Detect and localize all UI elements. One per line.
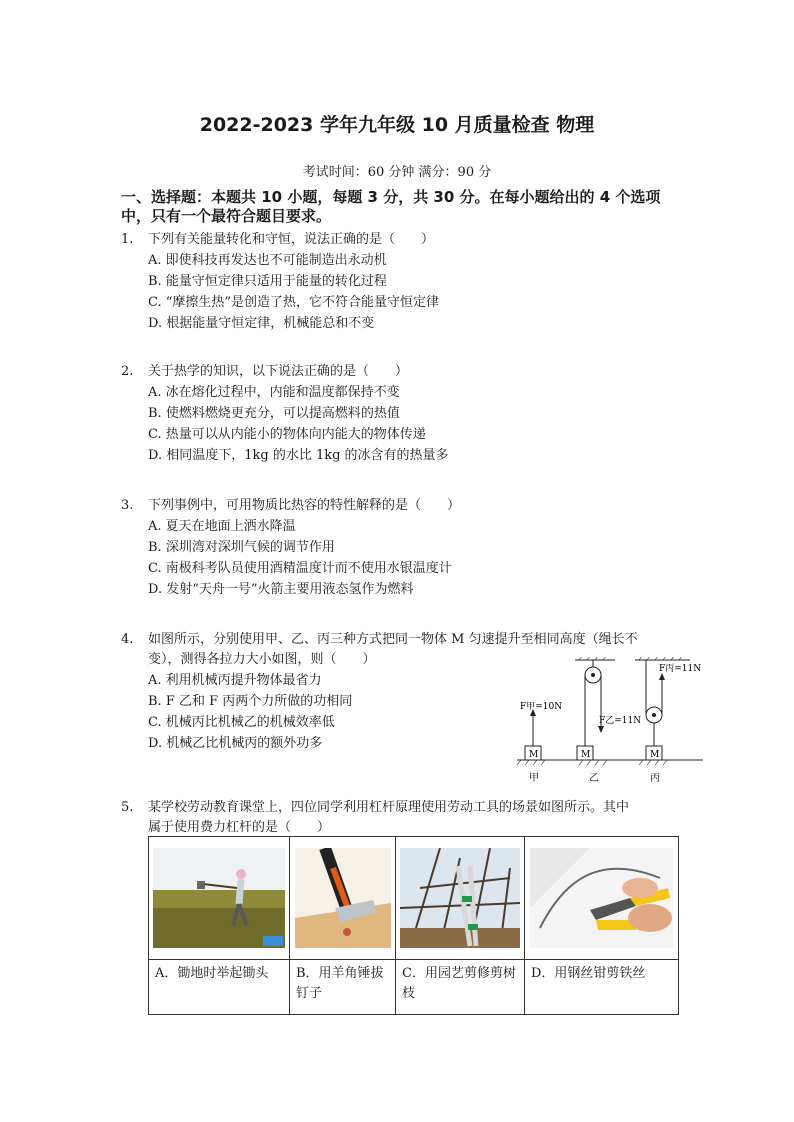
question-text: 如图所示，分别使用甲、乙、丙三种方式把同一物体 M 匀速提升至相同高度（绳长不 <box>148 632 638 647</box>
claw-hammer-icon <box>295 848 391 948</box>
question-text: 关于热学的知识，以下说法正确的是（ ） <box>148 364 409 379</box>
pulley-diagram <box>515 657 705 787</box>
force-label-yi: F乙=11N <box>599 716 642 726</box>
caption-bing: 丙 <box>650 773 660 784</box>
option-b: B. F 乙和 F 丙两个力所做的功相同 <box>148 694 353 709</box>
option-c: C. 热量可以从内能小的物体向内能大的物体传递 <box>148 427 426 442</box>
force-label-bing: F丙=11N <box>659 664 702 674</box>
garden-shears-icon <box>400 848 520 948</box>
question-text: 下列事例中，可用物质比热容的特性解释的是（ ） <box>148 498 461 513</box>
option-d: D. 根据能量守恒定律，机械能总和不变 <box>148 316 375 331</box>
page-title: 2022-2023 学年九年级 10 月质量检查 物理 <box>199 114 595 136</box>
wire-pliers-icon <box>530 848 674 948</box>
option-c: C. 机械丙比机械乙的机械效率低 <box>148 715 335 730</box>
arrow-bing <box>659 673 665 680</box>
section-heading: 一、选择题：本题共 10 小题，每题 3 分，共 30 分。在每小题给出的 4 个选项中，只有一个最符合题目要求。 <box>121 188 661 225</box>
question-number: 4. <box>121 632 134 647</box>
question-number: 3. <box>121 498 134 513</box>
photo-wire-pliers <box>525 837 679 960</box>
force-label-jia: F甲=10N <box>520 702 563 712</box>
option-d: D. 相同温度下，1kg 的水比 1kg 的冰含有的热量多 <box>148 448 449 463</box>
question-3 <box>121 496 460 600</box>
exam-info: 考试时间：60 分钟 满分：90 分 <box>302 165 492 180</box>
photo-garden-shears <box>396 837 525 960</box>
pulley-axle-icon <box>591 673 595 677</box>
lever-images-table <box>148 836 679 1015</box>
question-text-continued: 变），测得各拉力大小如图，则（ ） <box>148 652 376 667</box>
hoe-photo-icon <box>153 848 285 948</box>
pulley-axle-icon <box>652 713 656 717</box>
question-text: 某学校劳动教育课堂上，四位同学利用杠杆原理使用劳动工具的场景如图所示。其中 <box>148 800 630 815</box>
option-c: C. 南极科考队员使用酒精温度计而不使用水银温度计 <box>148 561 452 576</box>
photo-claw-hammer <box>290 837 396 960</box>
question-stem <box>121 230 439 250</box>
mass-label-yi: M <box>581 750 591 760</box>
option-a: A. 夏天在地面上洒水降温 <box>148 519 296 534</box>
option-b: B. 能量守恒定律只适用于能量的转化过程 <box>148 274 387 289</box>
caption-a: A．锄地时举起锄头 <box>149 960 290 1015</box>
question-text-continued: 属于使用费力杠杆的是（ ） <box>148 820 331 835</box>
option-b: B. 使燃料燃烧更充分，可以提高燃料的热值 <box>148 406 400 421</box>
question-number: 2. <box>121 364 134 379</box>
question-number: 5. <box>121 800 134 815</box>
photo-hoeing <box>149 837 290 960</box>
caption-c: C．用园艺剪修剪树枝 <box>396 960 525 1015</box>
question-number: 1. <box>121 232 134 247</box>
option-d: D. 发射“天舟一号”火箭主要用液态氢作为燃料 <box>148 582 414 597</box>
option-b: B. 深圳湾对深圳气候的调节作用 <box>148 540 335 555</box>
caption-yi: 乙 <box>589 773 599 784</box>
question-stem <box>121 798 629 818</box>
option-a: A. 利用机械丙提升物体最省力 <box>148 673 322 688</box>
option-c: C. “摩擦生热”是创造了热，它不符合能量守恒定律 <box>148 295 440 310</box>
caption-jia: 甲 <box>529 773 539 784</box>
option-d: D. 机械乙比机械丙的额外功多 <box>148 736 323 751</box>
question-1 <box>121 230 439 334</box>
ground-hatch <box>517 760 667 765</box>
option-a: A. 即使科技再发达也不可能制造出永动机 <box>148 253 387 268</box>
caption-b: B．用羊角锤拔钉子 <box>290 960 396 1015</box>
option-a: A. 冰在熔化过程中，内能和温度都保持不变 <box>148 385 400 400</box>
mass-label-jia: M <box>529 750 539 760</box>
question-stem <box>121 630 638 650</box>
arrow-yi <box>598 726 604 733</box>
question-text: 下列有关能量转化和守恒，说法正确的是（ ） <box>148 232 435 247</box>
question-2 <box>121 362 449 466</box>
caption-d: D．用钢丝钳剪铁丝 <box>525 960 679 1015</box>
mass-label-bing: M <box>650 750 660 760</box>
question-5 <box>121 798 629 838</box>
question-stem <box>121 362 449 382</box>
question-stem <box>121 496 460 516</box>
